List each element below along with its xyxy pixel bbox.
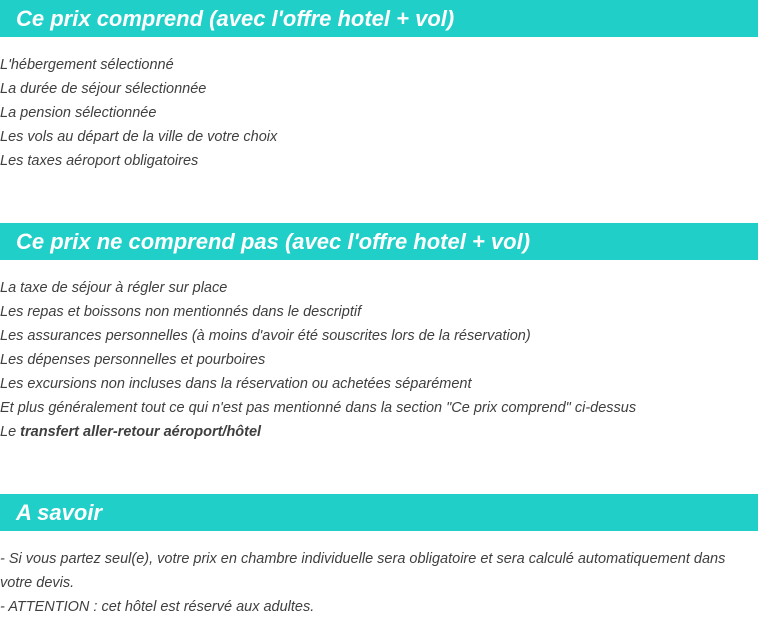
included-list bbox=[0, 53, 277, 173]
list-item: Les taxes aéroport obligatoires bbox=[0, 153, 199, 169]
list-item-transfer bbox=[0, 420, 636, 444]
list-item: Les excursions non incluses dans la réservation ou achetées séparément bbox=[0, 376, 472, 392]
list-item: Les assurances personnelles (à moins d'avoir été souscrites lors de la réservation) bbox=[0, 328, 531, 344]
list-item: Les repas et boissons non mentionnés dans le descriptif bbox=[0, 304, 362, 320]
list-item: Et plus généralement tout ce qui n'est pas mentionné dans la section "Ce prix comprend" ci-dessus bbox=[0, 400, 637, 416]
list-item: La taxe de séjour à régler sur place bbox=[0, 280, 228, 296]
info-notes bbox=[0, 547, 752, 619]
list-item: L'hébergement sélectionné bbox=[0, 57, 174, 73]
excluded-section-title: Ce prix ne comprend pas (avec l'offre hotel + vol) bbox=[0, 223, 758, 260]
note-adults-only: - ATTENTION : cet hôtel est réservé aux adultes. bbox=[0, 599, 315, 615]
excluded-list bbox=[0, 276, 636, 444]
list-item: Les dépenses personnelles et pourboires bbox=[0, 352, 266, 368]
list-item: La pension sélectionnée bbox=[0, 105, 157, 121]
included-section-title: Ce prix comprend (avec l'offre hotel + vol) bbox=[0, 0, 758, 37]
note-single-room: - Si vous partez seul(e), votre prix en chambre individuelle sera obligatoire et sera calculé automatiquement dans votre devis. bbox=[0, 551, 726, 591]
transfer-prefix: Le bbox=[0, 424, 21, 440]
transfer-bold-text: transfert aller-retour aéroport/hôtel bbox=[20, 424, 262, 440]
info-section-title: A savoir bbox=[0, 494, 758, 531]
list-item: Les vols au départ de la ville de votre choix bbox=[0, 129, 278, 145]
list-item: La durée de séjour sélectionnée bbox=[0, 81, 207, 97]
